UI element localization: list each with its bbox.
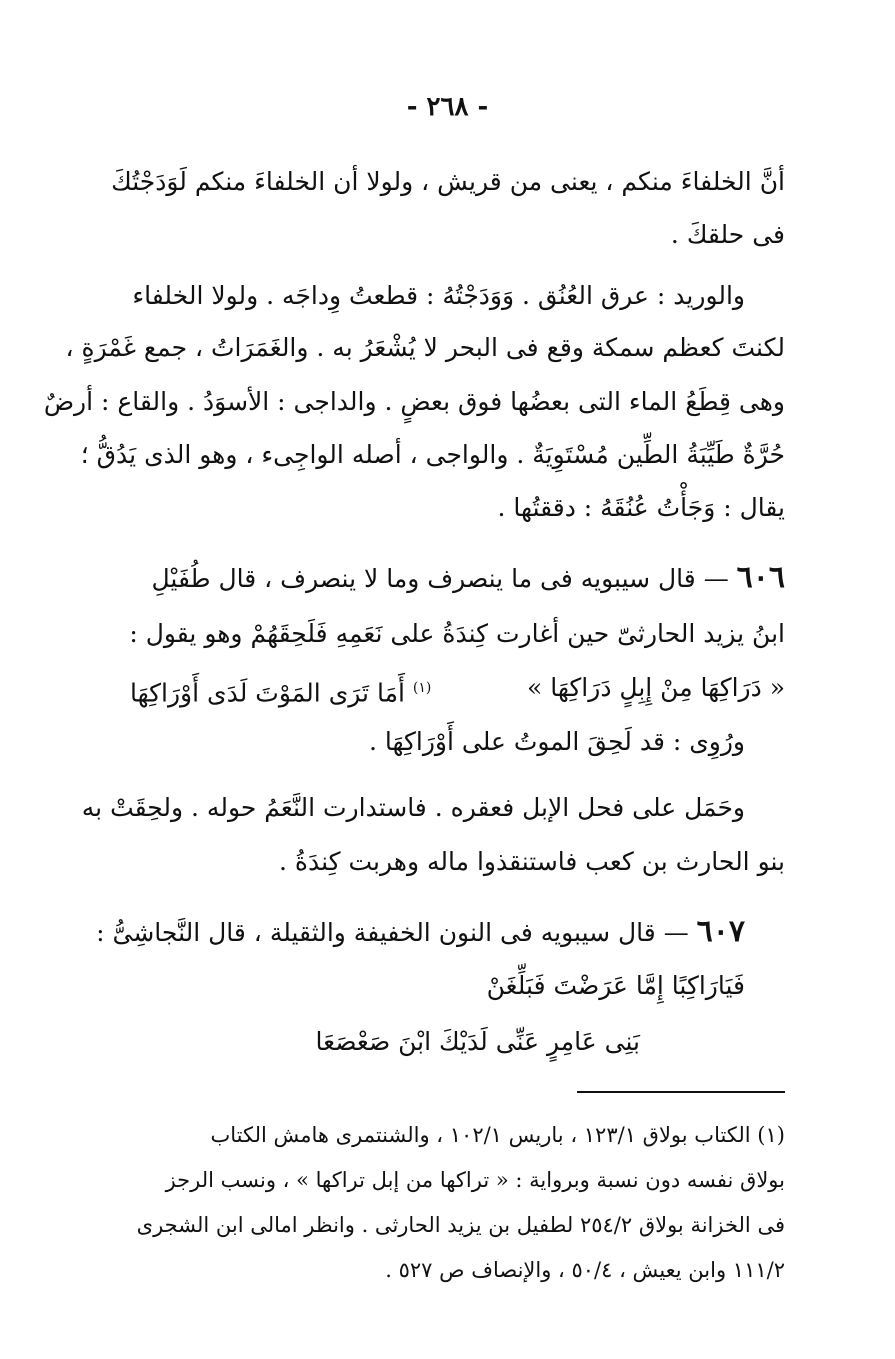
footnote-line: بولاق نفسه دون نسبة وبرواية : « تراكها من إبل تراكها » ، ونسب الرجز bbox=[165, 1168, 785, 1192]
body-line: فى حلقكَ . bbox=[670, 220, 785, 249]
verse-text: أَمَا تَرَى المَوْتَ لَدَى أَوْرَاكِهَا bbox=[130, 678, 405, 708]
body-line: وهى قِطَعُ الماء التى بعضُها فوق بعضٍ . والداجى : الأسوَدُ . والقاع : أرضٌ bbox=[43, 387, 785, 416]
body-line: ورُوِى : قد لَحِقَ الموتُ على أَوْرَاكِهَا . bbox=[368, 727, 745, 756]
footnote-marker: (١) bbox=[412, 680, 432, 696]
body-line: أنَّ الخلفاءَ منكم ، يعنى من قريش ، ولولا أن الخلفاءَ منكم لَوَدَجْتُكَ bbox=[111, 167, 785, 196]
body-line: والوريد : عرق العُنُق . وَوَدَجْتُهُ : قطعتُ وِداجَه . ولولا الخلفاء bbox=[132, 281, 745, 310]
footnote-line: ١١١/٢ وابن يعيش ، ٥٠/٤ ، والإنصاف ص ٥٢٧ . bbox=[385, 1258, 785, 1282]
page-number: - ٢٦٨ - bbox=[406, 92, 489, 122]
body-line: بنو الحارث بن كعب فاستنقذوا ماله وهربت كِندَةُ . bbox=[278, 847, 785, 876]
footnote-line: (١) الكتاب بولاق ١٢٣/١ ، باريس ١٠٢/١ ، والشنتمرى هامش الكتاب bbox=[210, 1123, 785, 1147]
body-line: يقال : وَجَأْتُ عُنُقَهُ : دققتُها . bbox=[497, 493, 785, 522]
section-number: ٦٠٦ bbox=[736, 560, 785, 595]
section-607-heading bbox=[96, 912, 745, 953]
verse-line: فَيَارَاكِبًا إِمَّا عَرَضْتَ فَبَلِّغَنْ bbox=[486, 971, 745, 1000]
body-line: حُرَّةٌ طَيِّبَةُ الطِّين مُسْتَوِيَةٌ . والواجى ، أصله الواجِىء ، وهو الذى يَدُقُّ ؛ bbox=[80, 440, 785, 469]
footnote-divider bbox=[577, 1091, 785, 1093]
body-line: لكنتَ كعظم سمكة وقع فى البحر لا يُشْعَرُ به . والغَمَرَاتُ ، جمع غَمْرَةٍ ، bbox=[65, 333, 785, 362]
section-number: ٦٠٧ bbox=[696, 914, 745, 949]
body-line: ابنُ يزيد الحارثىّ حين أغارت كِندَةُ على نَعَمِهِ فَلَحِقَهُمْ وهو يقول : bbox=[129, 619, 785, 648]
section-606-heading bbox=[120, 558, 785, 599]
verse-hemistich-first: « دَرَاكِهَا مِنْ إِبِلٍ دَرَاكِهَا » bbox=[527, 673, 785, 702]
body-line: وحَمَل على فحل الإبل فعقره . فاستدارت النَّعَمُ حوله . ولحِقَتْ به bbox=[81, 793, 745, 822]
verse-hemistich-second bbox=[130, 668, 431, 713]
section-text: — قال سيبويه فى النون الخفيفة والثقيلة ، قال النَّجاشِىُّ : bbox=[96, 918, 689, 947]
verse-line: بَنِى عَامِرٍ عَنِّى لَدَيْكَ ابْنَ صَعْصَعَا bbox=[315, 1027, 640, 1056]
section-text: — قال سيبويه فى ما ينصرف وما لا ينصرف ، قال طُفَيْلِ bbox=[151, 564, 729, 593]
footnote-line: فى الخزانة بولاق ٢٥٤/٢ لطفيل بن يزيد الحارثى . وانظر امالى ابن الشجرى bbox=[136, 1213, 785, 1237]
